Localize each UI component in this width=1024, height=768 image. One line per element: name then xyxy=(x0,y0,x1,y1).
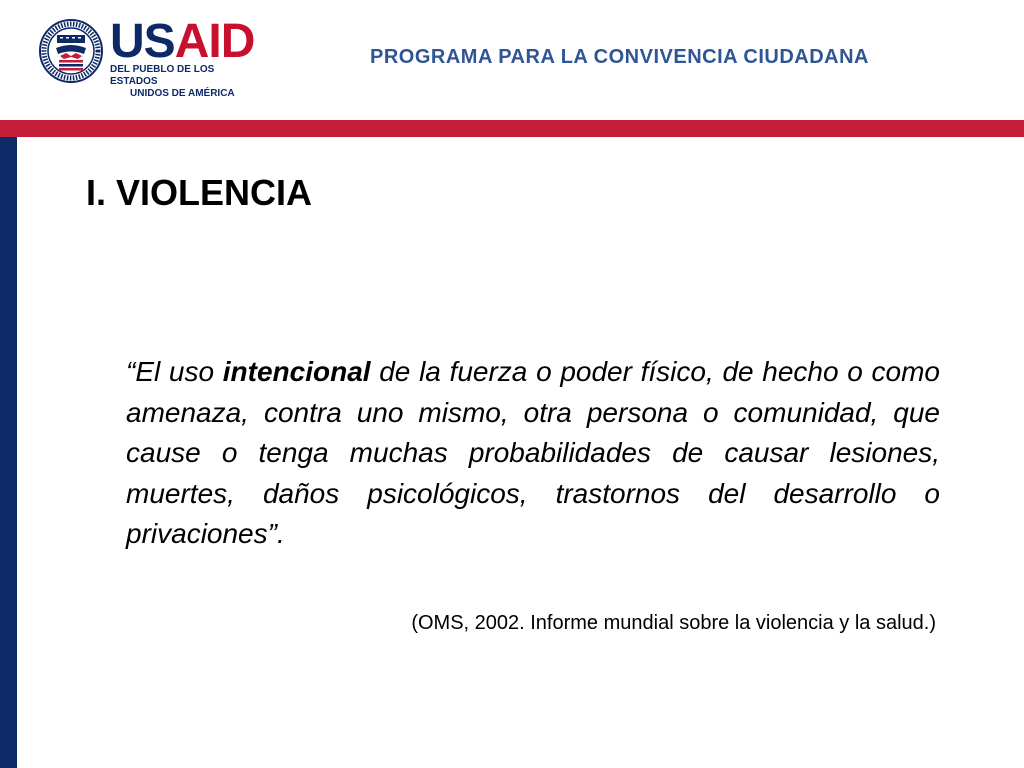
usaid-wordmark-us: US xyxy=(110,15,175,68)
quote-emphasis: intencional xyxy=(222,356,371,387)
citation: (OMS, 2002. Informe mundial sobre la violencia y la salud.) xyxy=(411,612,936,634)
quote-text-end: de la fuerza o poder físico, de hecho o como amenaza, contra uno mismo, otra persona o comunidad, que cause o tenga muchas probabilidades de causar lesiones, muertes, daños psicológicos, trastornos del desarrollo o privaciones”. xyxy=(126,356,940,549)
usaid-wordmark-aid: AID xyxy=(174,15,255,68)
usaid-subtitle-line2: UNIDOS DE AMÉRICA xyxy=(130,88,235,99)
quote-text-start: “El uso xyxy=(126,356,223,387)
header-divider-bar xyxy=(0,120,1024,137)
usaid-seal-icon xyxy=(38,18,104,84)
header xyxy=(0,0,1024,120)
left-accent-bar xyxy=(0,137,17,768)
usaid-subtitle-line1: DEL PUEBLO DE LOS ESTADOS xyxy=(110,64,215,87)
definition-quote xyxy=(126,352,940,555)
usaid-wordmark xyxy=(110,15,255,68)
program-title: PROGRAMA PARA LA CONVIVENCIA CIUDADANA xyxy=(370,46,869,68)
usaid-subtitle xyxy=(110,64,250,100)
slide-title: I. VIOLENCIA xyxy=(86,172,313,213)
